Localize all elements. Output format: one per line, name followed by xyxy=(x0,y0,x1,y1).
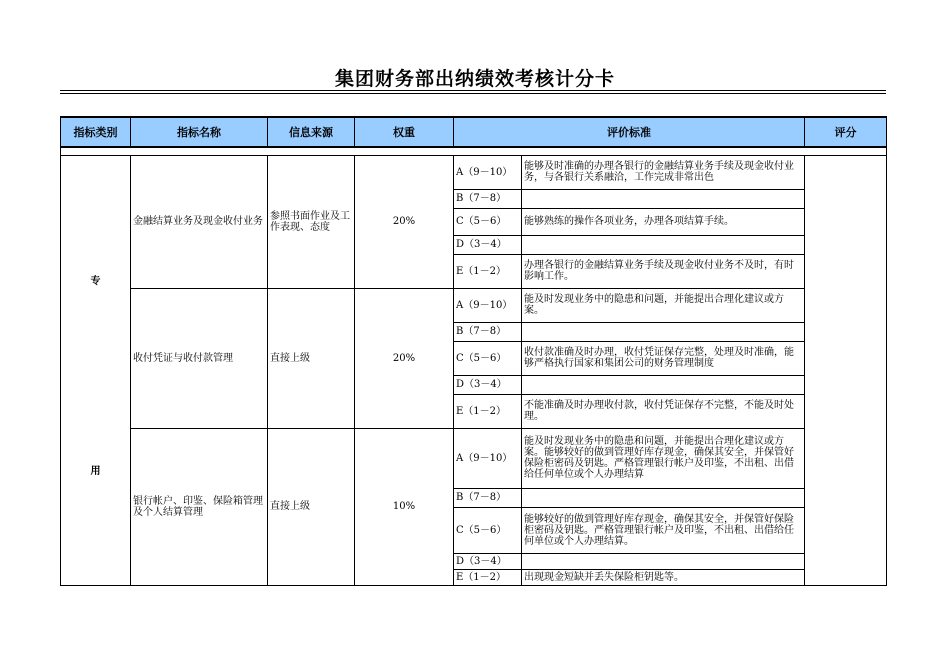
grade-label: B（7－8） xyxy=(454,488,522,507)
grade-label: D（3－4） xyxy=(454,235,522,254)
grade-label: E（1－2） xyxy=(454,254,522,288)
grade-criteria xyxy=(522,235,805,254)
grade-label: C（5－6） xyxy=(454,341,522,375)
grade-criteria xyxy=(522,488,805,507)
header-category: 指标类别 xyxy=(61,117,131,147)
grade-criteria: 不能准确及时办理收付款，收付凭证保存不完整，不能及时处理。 xyxy=(522,394,805,428)
score-input[interactable] xyxy=(805,155,887,585)
table-row xyxy=(61,428,887,488)
header-criteria: 评价标准 xyxy=(454,117,805,147)
header-weight: 权重 xyxy=(355,117,454,147)
grade-criteria: 能够熟练的操作各项业务，办理各项结算手续。 xyxy=(522,208,805,235)
grade-criteria: 出现现金短缺并丢失保险柜钥匙等。 xyxy=(522,569,805,585)
indicator-weight: 10% xyxy=(355,428,454,585)
indicator-name: 银行帐户、印鉴、保险箱管理及个人结算管理 xyxy=(131,428,268,585)
grade-criteria: 能及时发现业务中的隐患和问题，并能提出合理化建议或方案。能够较好的做到管理好库存现金，确保其安全，并保管好保险柜密码及钥匙。严格管理银行帐户及印鉴，不出租、出借给任何单位或个人办理结算 xyxy=(522,428,805,488)
grade-criteria xyxy=(522,553,805,569)
grade-label: D（3－4） xyxy=(454,375,522,394)
indicator-weight: 20% xyxy=(355,155,454,288)
grade-label: E（1－2） xyxy=(454,569,522,585)
grade-label: A（9－10） xyxy=(454,288,522,322)
score-card-table xyxy=(60,116,887,586)
grade-criteria: 能及时发现业务中的隐患和问题，并能提出合理化建议或方案。 xyxy=(522,288,805,322)
category-cell xyxy=(61,155,131,585)
indicator-weight: 20% xyxy=(355,288,454,428)
table-row xyxy=(61,288,887,322)
header-name: 指标名称 xyxy=(131,117,268,147)
indicator-name: 金融结算业务及现金收付业务 xyxy=(131,155,268,288)
grade-label: D（3－4） xyxy=(454,553,522,569)
grade-label: C（5－6） xyxy=(454,208,522,235)
grade-criteria xyxy=(522,189,805,208)
grade-label: A（9－10） xyxy=(454,155,522,189)
indicator-source: 直接上级 xyxy=(268,288,355,428)
grade-criteria xyxy=(522,375,805,394)
grade-label: B（7－8） xyxy=(454,189,522,208)
grade-label: C（5－6） xyxy=(454,507,522,553)
grade-criteria xyxy=(522,322,805,341)
indicator-source: 直接上级 xyxy=(268,428,355,585)
grade-label: E（1－2） xyxy=(454,394,522,428)
header-row xyxy=(61,117,887,147)
page-title: 集团财务部出纳绩效考核计分卡 xyxy=(334,68,615,90)
title-underline-double xyxy=(60,93,886,94)
grade-criteria: 收付款准确及时办理，收付凭证保存完整，处理及时准确，能够严格执行国家和集团公司的财务管理制度 xyxy=(522,341,805,375)
category-char-2: 用 xyxy=(90,465,101,477)
grade-criteria: 能够及时准确的办理各银行的金融结算业务手续及现金收付业务，与各银行关系融洽，工作完成非常出色 xyxy=(522,155,805,189)
grade-criteria: 办理各银行的金融结算业务手续及现金收付业务不及时，有时影响工作。 xyxy=(522,254,805,288)
title-underline xyxy=(60,90,886,91)
category-char-1: 专 xyxy=(90,275,101,287)
header-score: 评分 xyxy=(805,117,887,147)
header-source: 信息来源 xyxy=(268,117,355,147)
grade-criteria: 能够较好的做到管理好库存现金，确保其安全，并保管好保险柜密码及钥匙。严格管理银行帐户及印鉴，不出租、出借给任何单位或个人办理结算。 xyxy=(522,507,805,553)
table-row xyxy=(61,155,887,189)
indicator-source: 参照书面作业及工作表现、态度 xyxy=(268,155,355,288)
grade-label: A（9－10） xyxy=(454,428,522,488)
indicator-name: 收付凭证与收付款管理 xyxy=(131,288,268,428)
grade-label: B（7－8） xyxy=(454,322,522,341)
